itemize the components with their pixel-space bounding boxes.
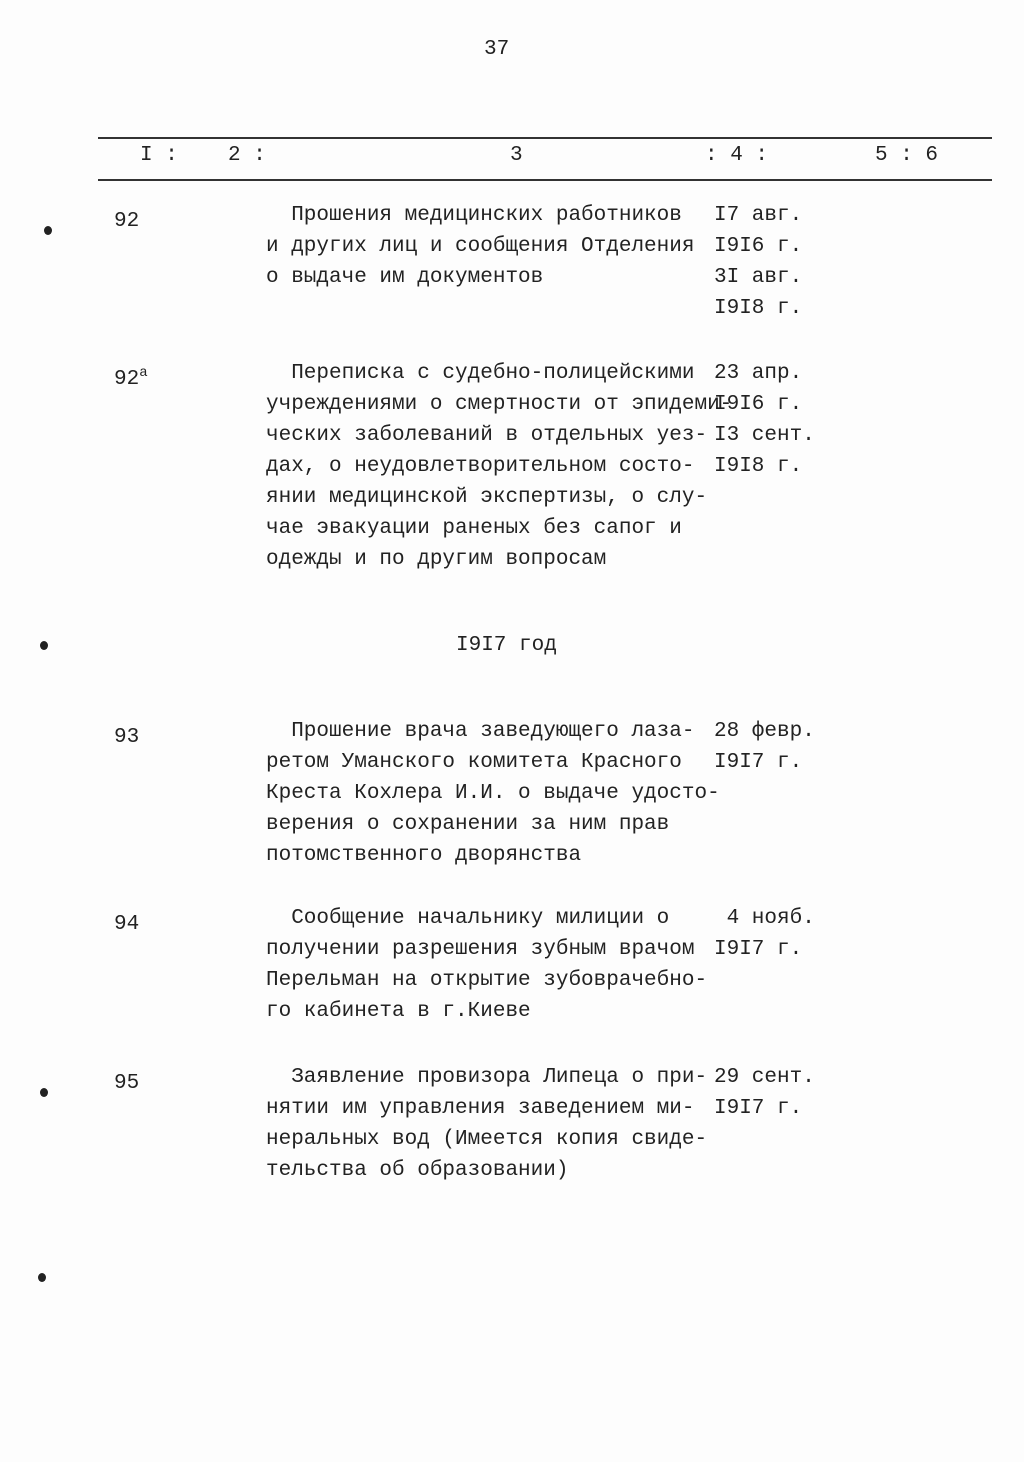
entry-number xyxy=(114,1062,139,1099)
date-line: I9I7 г. xyxy=(714,751,803,774)
date-line: 3I авг. xyxy=(714,266,803,289)
description-line: потомственного дворянства xyxy=(266,844,582,867)
entry-number-text: 95 xyxy=(114,1072,140,1095)
entry-description xyxy=(266,903,707,1027)
header-col-4: : 4 : xyxy=(705,144,769,167)
date-line: I7 авг. xyxy=(714,204,803,227)
description-line: нятии им управления заведением ми- xyxy=(266,1097,695,1120)
entry-dates xyxy=(714,716,815,778)
date-line: I9I7 г. xyxy=(714,1097,803,1120)
description-line: чае эвакуации раненых без сапог и xyxy=(266,517,682,540)
date-line: 29 сент. xyxy=(714,1066,815,1089)
punch-hole-mark xyxy=(40,1088,48,1097)
description-line: и других лиц и сообщения Отделения xyxy=(266,235,695,258)
description-line: Заявление провизора Липеца о при- xyxy=(266,1066,708,1089)
description-line: неральных вод (Имеется копия свиде- xyxy=(266,1128,708,1151)
date-line: I9I6 г. xyxy=(714,235,803,258)
page-number: 37 xyxy=(484,38,510,61)
description-line: янии медицинской экспертизы, о слу- xyxy=(266,486,708,509)
header-top-rule xyxy=(98,137,992,139)
description-line: Креста Кохлера И.И. о выдаче удосто- xyxy=(266,782,720,805)
entry-number-text: 92 xyxy=(114,210,140,233)
date-line: I9I8 г. xyxy=(714,297,803,320)
date-line: 28 февр. xyxy=(714,720,815,743)
description-line: тельства об образовании) xyxy=(266,1159,569,1182)
header-col-5-6: 5 : 6 xyxy=(875,144,939,167)
entry-number xyxy=(114,716,139,753)
entry-description xyxy=(266,200,694,293)
punch-hole-mark xyxy=(38,1273,46,1282)
entry-dates xyxy=(714,358,815,482)
description-line: одежды и по другим вопросам xyxy=(266,548,607,571)
description-line: Сообщение начальнику милиции о xyxy=(266,907,670,930)
entry-description xyxy=(266,716,720,871)
entry-number-text: 94 xyxy=(114,913,140,936)
entry-description xyxy=(266,1062,707,1186)
entry-number-text: 93 xyxy=(114,726,140,749)
date-line: I9I6 г. xyxy=(714,393,803,416)
header-col-2: 2 : xyxy=(228,144,266,167)
entry-dates xyxy=(714,200,802,324)
header-col-1: I : xyxy=(140,144,178,167)
date-line: I3 сент. xyxy=(714,424,815,447)
description-line: получении разрешения зубным врачом xyxy=(266,938,695,961)
description-line: дах, о неудовлетворительном состо- xyxy=(266,455,695,478)
description-line: го кабинета в г.Киеве xyxy=(266,1000,531,1023)
section-year-heading: I9I7 год xyxy=(456,634,557,657)
date-line: 4 нояб. xyxy=(714,907,815,930)
date-line: I9I7 г. xyxy=(714,938,803,961)
entry-number xyxy=(114,358,148,395)
description-line: ретом Уманского комитета Красного xyxy=(266,751,682,774)
entry-number xyxy=(114,903,139,940)
punch-hole-mark xyxy=(44,226,52,235)
header-col-3: 3 xyxy=(510,144,523,167)
header-bottom-rule xyxy=(98,179,992,181)
date-line: 23 апр. xyxy=(714,362,803,385)
description-line: верения о сохранении за ним прав xyxy=(266,813,670,836)
entry-number-text: 92 xyxy=(114,368,140,391)
description-line: Переписка с судебно-полицейскими xyxy=(266,362,695,385)
description-line: Прошения медицинских работников xyxy=(266,204,682,227)
date-line: I9I8 г. xyxy=(714,455,803,478)
description-line: Прошение врача заведующего лаза- xyxy=(266,720,695,743)
description-line: о выдаче им документов xyxy=(266,266,544,289)
entry-dates xyxy=(714,903,815,965)
description-line: ческих заболеваний в отдельных уез- xyxy=(266,424,708,447)
description-line: Перельман на открытие зубоврачебно- xyxy=(266,969,708,992)
entry-number xyxy=(114,200,139,237)
entry-number-suffix: а xyxy=(139,365,148,381)
description-line: учреждениями о смертности от эпидеми- xyxy=(266,393,733,416)
entry-description xyxy=(266,358,732,575)
punch-hole-mark xyxy=(40,641,48,650)
entry-dates xyxy=(714,1062,815,1124)
